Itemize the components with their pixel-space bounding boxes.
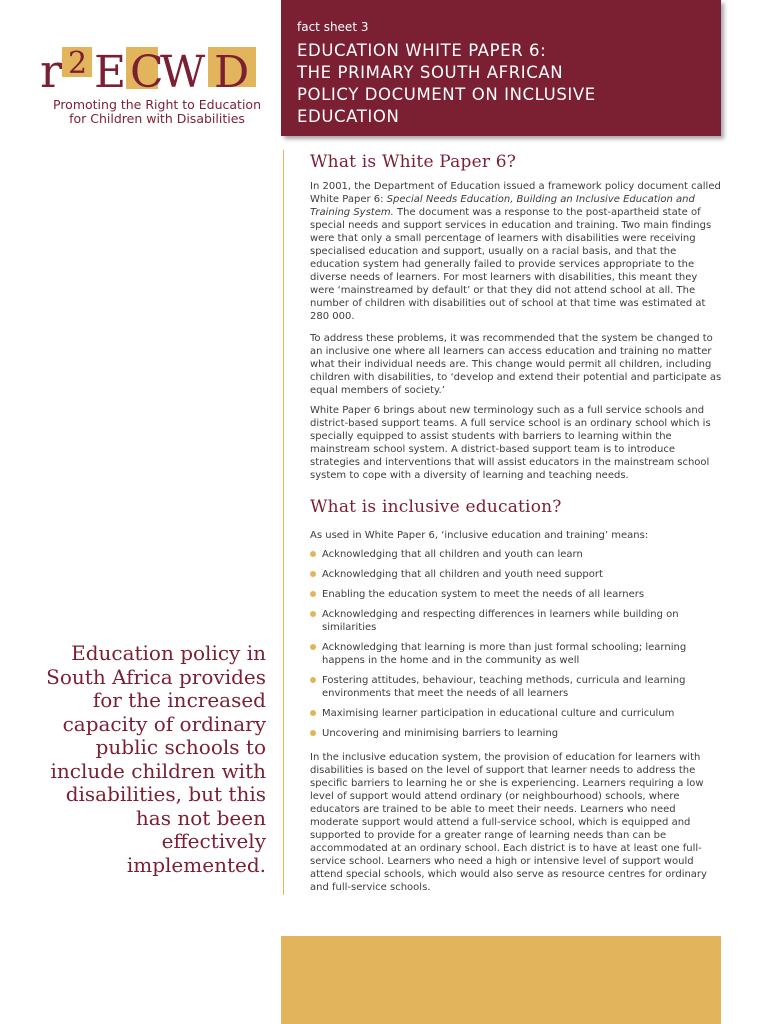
bullet-dot-icon: [310, 677, 316, 683]
logo-letter-d: D: [214, 47, 250, 95]
bullet-dot-icon: [310, 644, 316, 650]
list-item: [310, 568, 722, 581]
section2-paragraph: In the inclusive education system, the provision of education for learners with disabilities is based on the level of support that learner needs to address the specific barriers to learning he or she is experiencing. Learners requiring a low level of support would attend ordinary (or neighbourhood) schools, where educators are trained to be able to meet their needs. Learners who need moderate support would attend a full-service school, which is equipped and supported to provide for a greater range of learning needs than can be accommodated at an ordinary school. Each district is to have at least one full-service school. Learners who need a high or intensive level of support would attend special schools, which would also serve as resource centres for ordinary and full-service schools.: [310, 752, 707, 893]
bullet-dot-icon: [310, 571, 316, 577]
logo-letter-r: r: [40, 44, 62, 95]
list-item: [310, 674, 722, 700]
p1-text-italic: Special Needs Education, Building an Inclusive Education and Training System.: [310, 194, 695, 218]
column-divider: [283, 150, 284, 895]
p1-text-b: The document was a response to the post-apartheid state of special needs and support services in education and training. Two main findings were that only a small percentage of learners with disabilities were receiving specialised education and support, usually on a racial basis, and that the education system had generally failed to provide services appropriate to the diverse needs of learners. For most learners with disabilities, this meant they were ‘mainstreamed by default’ or that they did not attend school at all. The number of children with disabilities out of school at that time was estimated at 280 000.: [310, 207, 712, 322]
page-title-line: THE PRIMARY SOUTH AFRICAN: [297, 63, 564, 82]
section2-intro: As used in White Paper 6, ‘inclusive education and training’ means:: [310, 530, 649, 541]
header-banner: [281, 0, 721, 136]
section-heading-inclusive-education: What is inclusive education?: [310, 497, 562, 517]
list-item: [310, 727, 722, 740]
list-item-text: Acknowledging that learning is more than just formal schooling; learning happens in the home and in the community as well: [322, 642, 687, 666]
list-item-text: Acknowledging that all children and youth need support: [322, 569, 603, 580]
list-item-text: Enabling the education system to meet the needs of all learners: [322, 589, 645, 600]
section1-paragraph-3: White Paper 6 brings about new terminology such as a full service schools and district-based support teams. A full service school is an ordinary school which is specially equipped to assist students with barriers to learning within the mainstream school system. A district-based support team is to introduce strategies and interventions that will assist educators in the mainstream school system to cope with a diversity of learning and teaching needs.: [310, 405, 711, 481]
list-item-text: Acknowledging and respecting differences in learners while building on similarities: [322, 609, 679, 633]
r2ecwd-logo: [38, 43, 268, 133]
list-item: [310, 588, 722, 601]
list-item-text: Fostering attitudes, behaviour, teaching methods, curricula and learning environments that meet the needs of all learners: [322, 675, 686, 699]
section1-paragraph-2: To address these problems, it was recommended that the system be changed to an inclusive one where all learners can access education and training no matter what their individual needs are. This change would permit all children, including children with disabilities, to ‘develop and extend their potential and participate as equal members of society.’: [310, 333, 722, 396]
page-title-line: EDUCATION WHITE PAPER 6:: [297, 41, 547, 60]
logo-tagline: [46, 98, 268, 126]
list-item-text: Acknowledging that all children and youth can learn: [322, 549, 583, 560]
logo-letter-2: 2: [68, 46, 88, 81]
pull-quote: Education policy in South Africa provides for the increased capacity of ordinary public schools to include children with disabilities, but this has not been effectively implemented.: [46, 641, 266, 877]
footer-color-block: [281, 936, 721, 1024]
inclusive-education-list: [310, 548, 722, 740]
list-item: [310, 707, 722, 720]
logo-letter-c: C: [130, 47, 164, 95]
logo-mark: [38, 43, 262, 95]
page-title: [297, 40, 697, 128]
list-item: [310, 608, 722, 634]
list-item: [310, 641, 722, 667]
logo-letter-e: E: [94, 47, 127, 95]
p1-text-a: In 2001, the Department of Education issued a framework policy document called White Paper 6:: [310, 181, 721, 205]
fact-sheet-label: fact sheet 3: [297, 20, 369, 34]
logo-tagline-line: for Children with Disabilities: [69, 111, 245, 126]
bullet-dot-icon: [310, 730, 316, 736]
section1-paragraph-1: [310, 180, 722, 323]
logo-tagline-line: Promoting the Right to Education: [53, 97, 261, 112]
bullet-dot-icon: [310, 551, 316, 557]
bullet-dot-icon: [310, 611, 316, 617]
list-item-text: Maximising learner participation in educational culture and curriculum: [322, 708, 675, 719]
section-heading-white-paper: What is White Paper 6?: [310, 152, 517, 172]
page-title-line: POLICY DOCUMENT ON INCLUSIVE: [297, 85, 596, 104]
list-item: [310, 548, 722, 561]
list-item-text: Uncovering and minimising barriers to learning: [322, 728, 559, 739]
bullet-dot-icon: [310, 710, 316, 716]
logo-letter-w: W: [160, 47, 206, 95]
bullet-dot-icon: [310, 591, 316, 597]
page-title-line: EDUCATION: [297, 107, 400, 126]
